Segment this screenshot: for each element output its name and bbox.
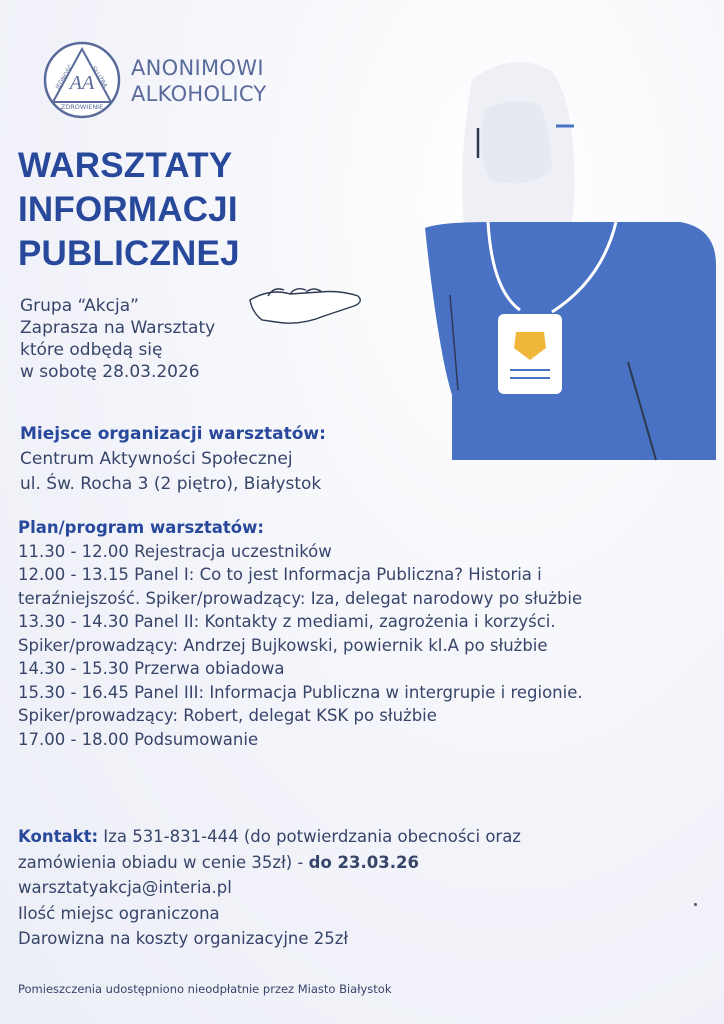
- venue-section: [20, 422, 326, 497]
- speck: [694, 903, 697, 906]
- program-row: 13.30 - 14.30 Panel II: Kontakty z mediami, zagrożenia i korzyści.: [18, 612, 556, 631]
- invite-line4: w sobotę 28.03.2026: [20, 362, 200, 382]
- org-line1: ANONIMOWI: [131, 56, 264, 80]
- venue-address: ul. Św. Rocha 3 (2 piętro), Białystok: [20, 474, 322, 494]
- program-row: 11.30 - 12.00 Rejestracja uczestników: [18, 541, 332, 561]
- contact-label: Kontakt:: [18, 827, 99, 846]
- contact-section: [18, 824, 718, 952]
- page-title: [18, 144, 240, 276]
- program-row: 17.00 - 18.00 Podsumowanie: [18, 729, 259, 749]
- invitation-text: [20, 295, 215, 383]
- title-line2: INFORMACJI: [18, 190, 238, 229]
- program-row: teraźniejszość. Spiker/prowadzący: Iza, delegat narodowy po służbie: [18, 588, 583, 608]
- contact-line1: [18, 824, 718, 850]
- org-line2: ALKOHOLICY: [131, 82, 267, 106]
- logo-bottom: ZDROWIENIE: [60, 103, 104, 111]
- program-row: Spiker/prowadzący: Robert, delegat KSK po służbie: [18, 706, 437, 725]
- aa-logo: [42, 40, 122, 120]
- program-row: 14.30 - 15.30 Przerwa obiadowa: [18, 659, 285, 678]
- program-heading: Plan/program warsztatów:: [18, 518, 264, 537]
- title-line1: WARSZTATY: [18, 146, 233, 185]
- seats-limited: Ilość miejsc ograniczona: [18, 903, 220, 923]
- contact-deadline: do 23.03.26: [308, 852, 419, 872]
- title-line3: PUBLICZNEJ: [18, 234, 240, 273]
- invite-line2: Zaprasza na Warsztaty: [20, 318, 216, 338]
- program-row: 15.30 - 16.45 Panel III: Informacja Publiczna w intergrupie i regionie.: [18, 682, 583, 702]
- contact-line2: [18, 850, 718, 876]
- footer-note: Pomieszczenia udostępniono nieodpłatnie przez Miasto Białystok: [18, 982, 392, 996]
- contact-meal: zamówienia obiadu w cenie 35zł) -: [18, 852, 309, 872]
- logo-top-right: SŁUŻBA: [89, 65, 109, 90]
- invite-line3: które odbędą się: [20, 340, 163, 360]
- program-section: [18, 516, 718, 751]
- program-row: Spiker/prowadzący: Andrzej Bujkowski, powiernik kl.A po służbie: [18, 635, 548, 655]
- invite-line1: Grupa “Akcja”: [20, 296, 139, 316]
- program-row: 12.00 - 13.15 Panel I: Co to jest Informacja Publiczna? Historia i: [18, 565, 542, 584]
- donation-info: Darowizna na koszty organizacyjne 25zł: [18, 929, 349, 948]
- venue-heading: Miejsce organizacji warsztatów:: [20, 424, 326, 444]
- contact-phone: Iza 531-831-444 (do potwierdzania obecności oraz: [98, 827, 521, 846]
- open-hand-icon: [250, 289, 360, 323]
- logo-mark: AA: [69, 72, 95, 94]
- contact-email[interactable]: warsztatyakcja@interia.pl: [18, 878, 232, 897]
- venue-name: Centrum Aktywności Społecznej: [20, 449, 293, 469]
- logo-top-left: JEDNOŚĆ: [54, 63, 75, 91]
